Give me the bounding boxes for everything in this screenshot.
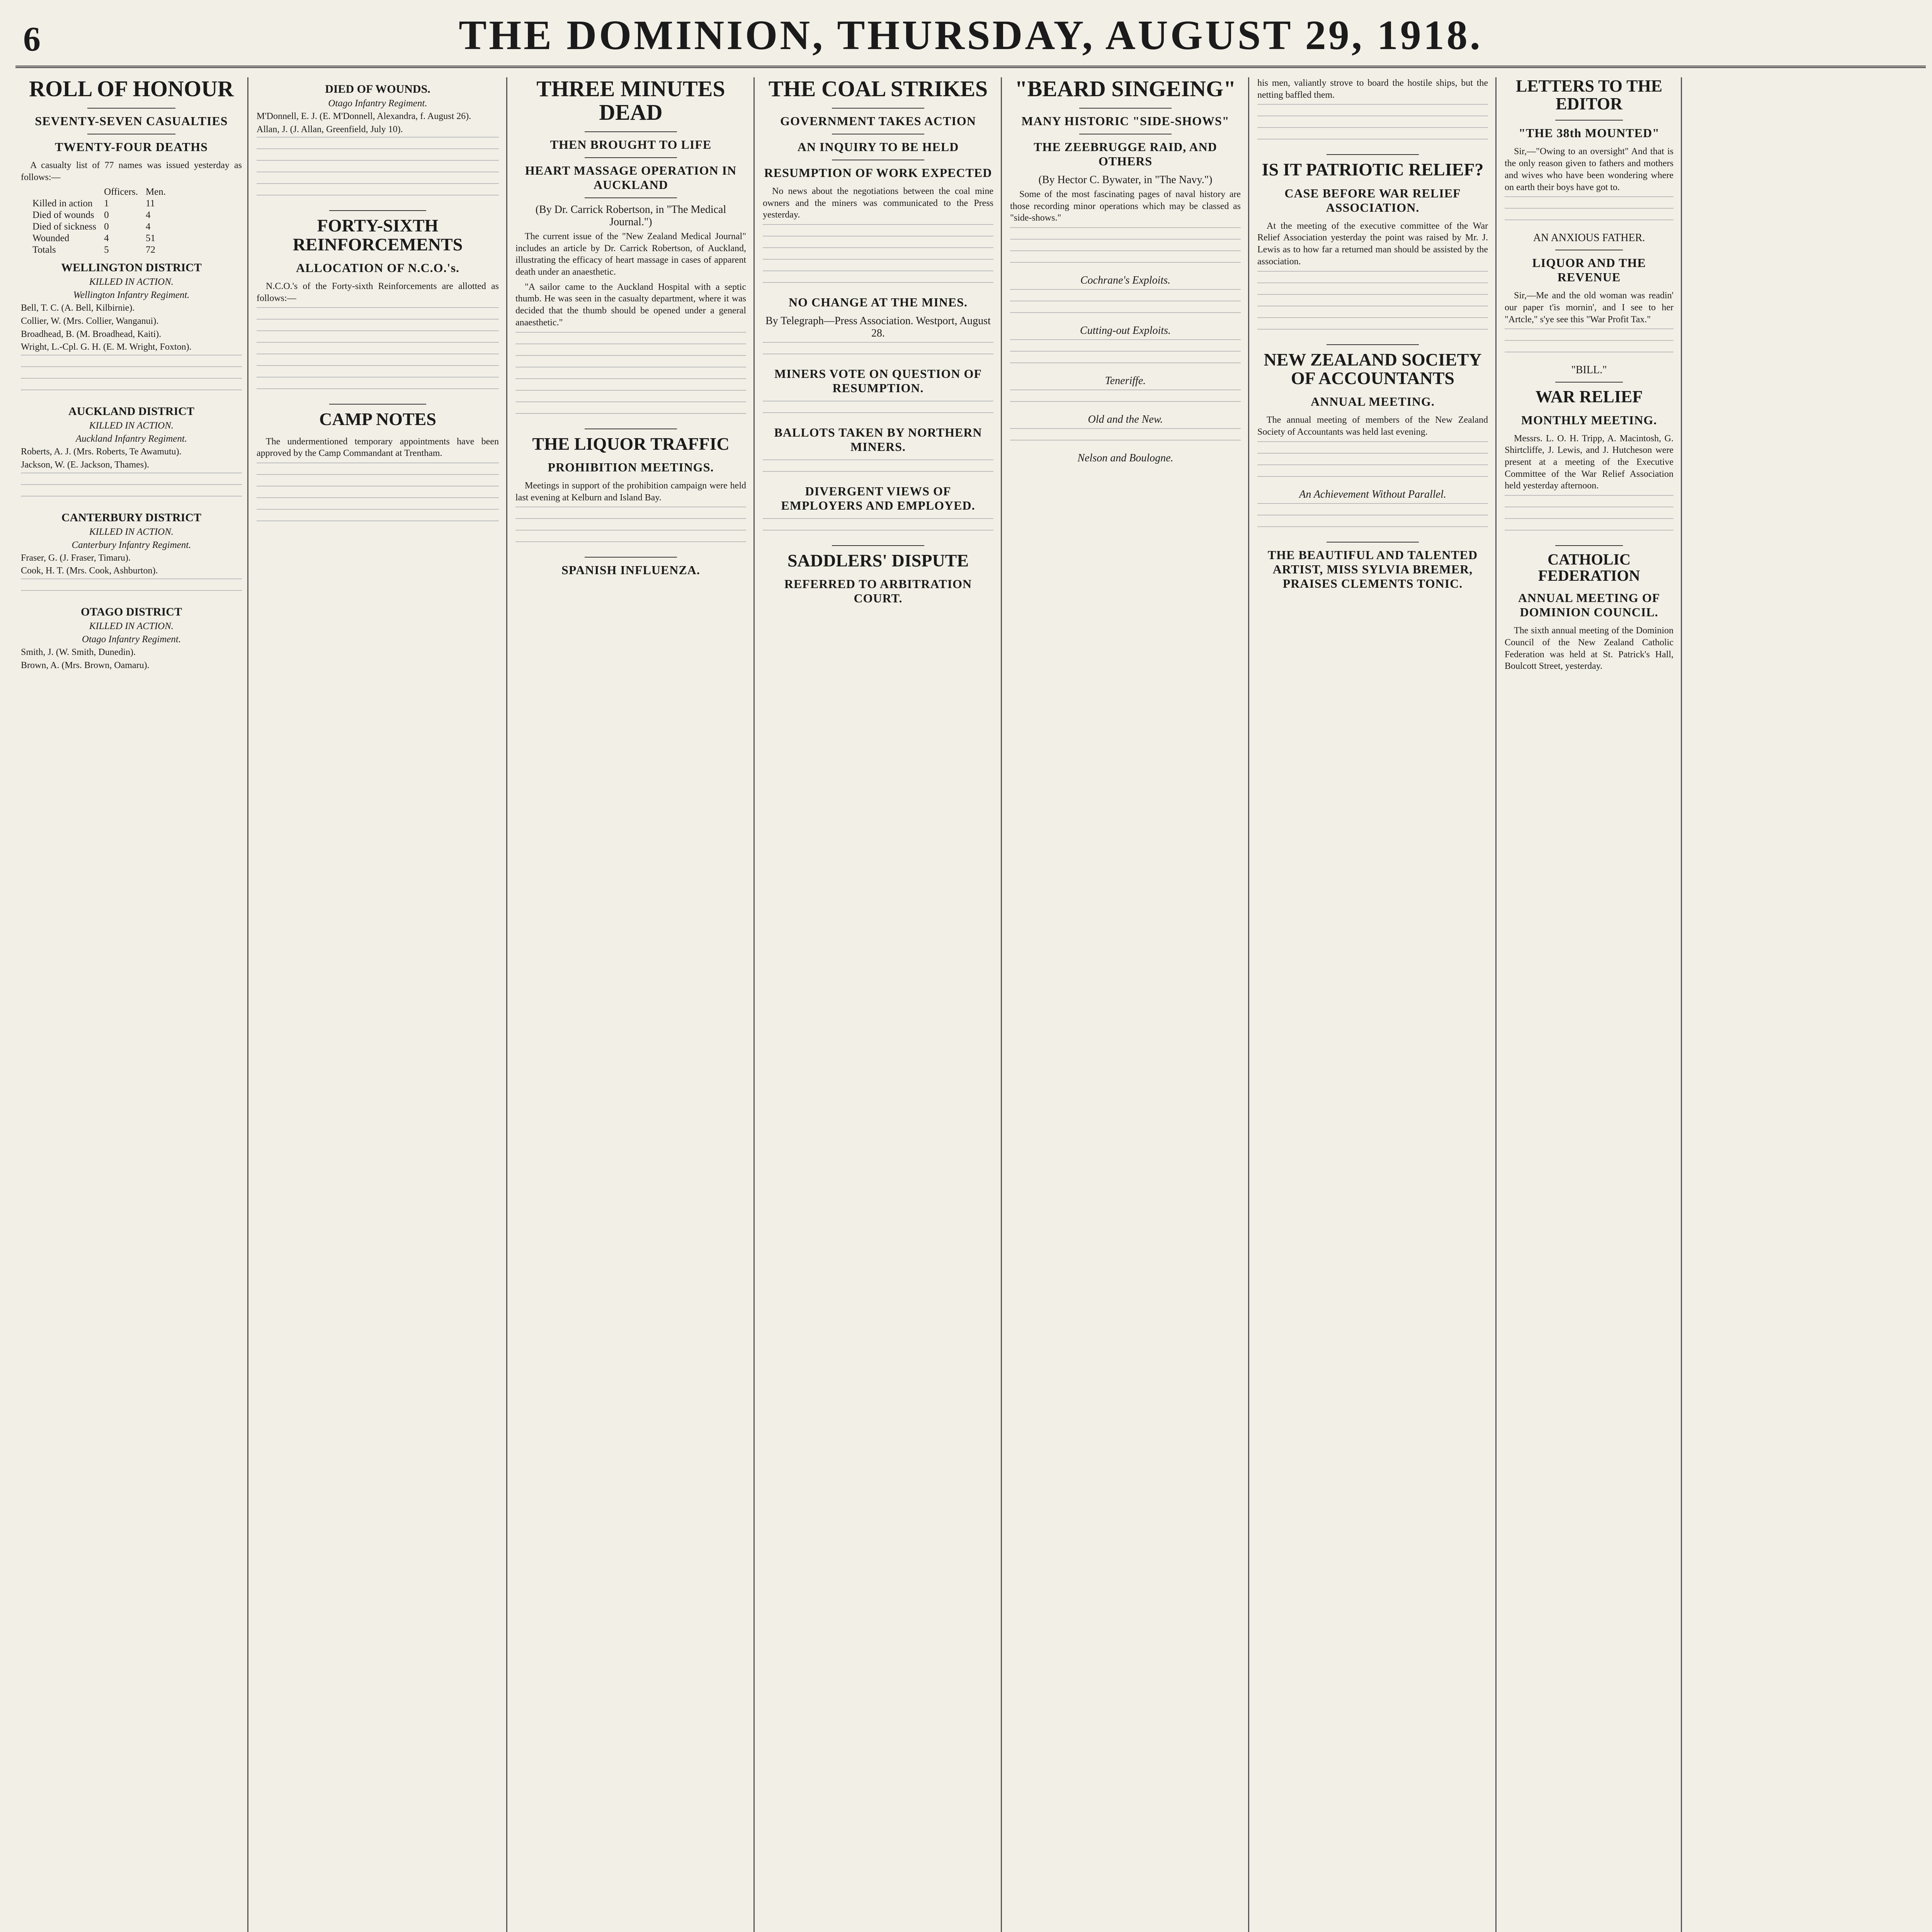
divider: [1327, 154, 1419, 155]
article-byline: (By Dr. Carrick Robertson, in "The Medical Journal."): [535, 203, 726, 228]
letter-title: LIQUOR AND THE REVENUE: [1532, 256, 1646, 284]
column-letters-war-relief: [1499, 77, 1679, 1932]
divider: [585, 131, 677, 132]
article-subheadline: GOVERNMENT TAKES ACTION: [780, 114, 976, 128]
column-rule: [247, 77, 248, 1932]
column-rule: [1681, 77, 1682, 1932]
list-item: M'Donnell, E. J. (E. M'Donnell, Alexandra, f. August 26).: [257, 111, 471, 121]
subsection-heading: Cochrane's Exploits.: [1080, 274, 1171, 287]
table-row: Died of sickness 0 4: [32, 221, 151, 232]
article-paragraph: Messrs. L. O. H. Tripp, A. Macintosh, G. Shirtcliffe, J. Lewis, and J. Hutcheson were present at a meeting of the Executive Committee of the War Relief Association held yesterday afternoon.: [1505, 433, 1673, 491]
accountants-subheading: ANNUAL MEETING.: [1311, 395, 1435, 409]
influenza-heading: SPANISH INFLUENZA.: [561, 563, 700, 577]
list-item: Broadhead, B. (M. Broadhead, Kaiti).: [21, 329, 162, 339]
letter-text: Sir,—"Owing to an oversight" And that is the only reason given to fathers and mothers and wives who have been wondering where on earth their boys have got to.: [1505, 146, 1673, 192]
casualty-stats-table: [29, 186, 170, 256]
divider: [832, 545, 924, 546]
column-coal-strikes: [757, 77, 999, 1932]
killed-heading: KILLED IN ACTION.: [89, 526, 174, 537]
article-paragraph: The current issue of the "New Zealand Medical Journal" includes an article by Dr. Carrick Robertson, of Auckland, illustrating the efficacy of heart massage in cases of apparent death under an anaesthetic.: [515, 231, 746, 277]
accountants-heading: NEW ZEALAND SOCIETY OF ACCOUNTANTS: [1264, 349, 1482, 388]
article-section-heading: THE ZEEBRUGGE RAID, AND OTHERS: [1034, 139, 1217, 168]
article-section-heading: HEART MASSAGE OPERATION IN AUCKLAND: [525, 163, 737, 192]
divider: [329, 210, 426, 211]
column-rule: [1001, 77, 1002, 1932]
list-item: Wright, L.-Cpl. G. H. (E. M. Wright, Foxton).: [21, 342, 192, 352]
list-item: Cook, H. T. (Mrs. Cook, Ashburton).: [21, 566, 158, 576]
killed-heading: KILLED IN ACTION.: [89, 621, 174, 632]
mines-heading: NO CHANGE AT THE MINES.: [788, 295, 968, 310]
regiment-heading: Otago Infantry Regiment.: [82, 634, 181, 645]
article-subheadline: MANY HISTORIC "SIDE-SHOWS": [1021, 114, 1230, 128]
list-item: Allan, J. (J. Allan, Greenfield, July 10).: [257, 124, 403, 134]
list-item: Bell, T. C. (A. Bell, Kilbirnie).: [21, 303, 135, 313]
divider: [585, 197, 677, 198]
article-continuation: his men, valiantly strove to board the hostile ships, but the netting baffled them.: [1257, 78, 1488, 100]
saddlers-heading: SADDLERS' DISPUTE: [787, 551, 969, 571]
divergent-views-heading: DIVERGENT VIEWS OF EMPLOYERS AND EMPLOYED.: [781, 484, 975, 513]
subsection-heading: Teneriffe.: [1105, 375, 1146, 387]
divider: [585, 557, 677, 558]
table-row: Killed in action 1 11: [32, 198, 155, 209]
divider: [832, 108, 924, 109]
subsection-heading: An Achievement Without Parallel.: [1299, 488, 1446, 500]
article-subheadline: THEN BROUGHT TO LIFE: [550, 137, 712, 151]
divider: [87, 108, 176, 109]
column-beard-singeing: [1005, 77, 1246, 1932]
war-relief-subheading: MONTHLY MEETING.: [1521, 413, 1657, 427]
divider: [1079, 108, 1172, 109]
divider: [1327, 542, 1419, 543]
article-paragraph: Some of the most fascinating pages of naval history are those recording minor operations which may be classed as "side-shows.": [1010, 189, 1241, 223]
page-number: 6: [23, 20, 41, 58]
article-headline: THE COAL STRIKES: [768, 77, 988, 101]
letter-signature: "BILL.": [1571, 364, 1607, 376]
officers-header: Officers.: [104, 187, 138, 197]
list-item: Collier, W. (Mrs. Collier, Wanganui).: [21, 316, 159, 327]
column-rule: [1248, 77, 1249, 1932]
camp-notes-heading: CAMP NOTES: [319, 409, 436, 429]
killed-heading: KILLED IN ACTION.: [89, 277, 174, 287]
divider: [1555, 120, 1623, 121]
liquor-traffic-heading: THE LIQUOR TRAFFIC: [532, 434, 730, 454]
article-paragraph: The annual meeting of members of the New Zealand Society of Accountants was held last evening.: [1257, 415, 1488, 437]
dateline: By Telegraph—Press Association. Westport, August 28.: [765, 315, 991, 340]
letter-title: "THE 38th MOUNTED": [1519, 126, 1660, 140]
paper-title: THE DOMINION, THURSDAY, AUGUST 29, 1918.: [459, 12, 1483, 58]
list-item: Smith, J. (W. Smith, Dunedin).: [21, 647, 136, 658]
article-section-heading: AN INQUIRY TO BE HELD: [797, 139, 959, 154]
roll-title: ROLL OF HONOUR: [29, 77, 234, 101]
ballots-heading: BALLOTS TAKEN BY NORTHERN MINERS.: [774, 425, 982, 454]
district-heading: WELLINGTON DISTRICT: [61, 261, 202, 274]
divider: [1555, 545, 1623, 546]
article-headline: "BEARD SINGEING": [1015, 77, 1236, 101]
divider: [1555, 382, 1623, 383]
table-header-row: [29, 186, 170, 198]
column-three-minutes-dead: [510, 77, 752, 1932]
subsection-heading: Cutting-out Exploits.: [1080, 325, 1171, 337]
reinforcements-heading: FORTY-SIXTH REINFORCEMENTS: [293, 216, 463, 254]
article-paragraph: "A sailor came to the Auckland Hospital with a septic thumb. He was seen in the casualty department, where it was decided that the thumb should be opened under a general anaesthetic.": [515, 282, 746, 328]
divider: [329, 404, 426, 405]
column-rule: [753, 77, 755, 1932]
regiment-heading: Otago Infantry Regiment.: [328, 98, 427, 109]
column-rule: [1495, 77, 1497, 1932]
subsection-heading: Nelson and Boulogne.: [1077, 452, 1173, 464]
list-item: Jackson, W. (E. Jackson, Thames).: [21, 459, 150, 470]
list-item: Brown, A. (Mrs. Brown, Oamaru).: [21, 660, 150, 670]
catholic-federation-heading: CATHOLIC FEDERATION: [1538, 551, 1640, 585]
divider: [1327, 344, 1419, 345]
column-rule: [506, 77, 507, 1932]
table-row: Wounded 4 51: [32, 233, 155, 244]
article-paragraph: No news about the negotiations between the coal mine owners and the miners was communicated to the Press yesterday.: [763, 186, 993, 220]
divider: [585, 157, 677, 158]
saddlers-subheading: REFERRED TO ARBITRATION COURT.: [784, 577, 972, 605]
article-section-heading: RESUMPTION OF WORK EXPECTED: [764, 165, 992, 180]
killed-heading: KILLED IN ACTION.: [89, 420, 174, 431]
letter-text: Sir,—Me and the old woman was readin' our paper t'is mornin', and I see to her "Artcle," s'ye see this "War Profit Tax.": [1505, 291, 1673, 325]
article-paragraph: At the meeting of the executive committee of the War Relief Association yesterday the point was raised by Mr. J. Lewis as to how far a returned man should be assisted by the association.: [1257, 221, 1488, 267]
catholic-federation-subheading: ANNUAL MEETING OF DOMINION COUNCIL.: [1518, 591, 1660, 619]
list-item: Roberts, A. J. (Mrs. Roberts, Te Awamutu).: [21, 447, 182, 457]
district-heading: AUCKLAND DISTRICT: [68, 405, 194, 418]
article-paragraph: Meetings in support of the prohibition campaign were held last evening at Kelburn and Island Bay.: [515, 480, 746, 503]
regiment-heading: Wellington Infantry Regiment.: [73, 290, 190, 301]
column-patriotic-relief: [1252, 77, 1493, 1932]
letters-heading: LETTERS TO THE EDITOR: [1515, 77, 1663, 114]
died-of-wounds-heading: DIED OF WOUNDS.: [325, 83, 430, 95]
regiment-heading: Canterbury Infantry Regiment.: [71, 539, 191, 550]
miners-vote-heading: MINERS VOTE ON QUESTION OF RESUMPTION.: [774, 367, 982, 395]
subsection-heading: Old and the New.: [1088, 413, 1163, 426]
roll-subtitle: SEVENTY-SEVEN CASUALTIES: [35, 114, 228, 128]
ncos-text: N.C.O.'s of the Forty-sixth Reinforcements are allotted as follows:—: [257, 281, 499, 303]
war-relief-heading: WAR RELIEF: [1535, 387, 1643, 406]
liquor-traffic-subheading: PROHIBITION MEETINGS.: [548, 460, 714, 474]
table-row: Totals 5 72: [32, 245, 155, 255]
advertisement-heading: THE BEAUTIFUL AND TALENTED ARTIST, MISS SYLVIA BREMER, PRAISES CLEMENTS TONIC.: [1267, 548, 1478, 590]
list-item: Fraser, G. (J. Fraser, Timaru).: [21, 553, 131, 563]
article-paragraph: The sixth annual meeting of the Dominion Council of the New Zealand Catholic Federation was held at St. Patrick's Hall, Boulcott Street, yesterday.: [1505, 626, 1673, 672]
district-heading: OTAGO DISTRICT: [80, 605, 182, 619]
column-reinforcements: [251, 77, 504, 1932]
article-subheadline: CASE BEFORE WAR RELIEF ASSOCIATION.: [1284, 186, 1461, 214]
table-row: Died of wounds 0 4: [32, 210, 151, 221]
camp-notes-text: The undermentioned temporary appointments have been approved by the Camp Commandant at Trentham.: [257, 436, 499, 459]
men-header: Men.: [145, 187, 166, 197]
regiment-heading: Auckland Infantry Regiment.: [75, 434, 187, 444]
deaths-heading: TWENTY-FOUR DEATHS: [55, 139, 208, 154]
masthead: [15, 8, 1926, 68]
article-headline: THREE MINUTES DEAD: [536, 77, 725, 125]
column-roll-of-honour: [15, 77, 247, 1932]
article-headline: IS IT PATRIOTIC RELIEF?: [1262, 160, 1484, 180]
letter-signature: AN ANXIOUS FATHER.: [1533, 232, 1645, 244]
district-heading: CANTERBURY DISTRICT: [61, 511, 202, 524]
article-byline: (By Hector C. Bywater, in "The Navy."): [1038, 173, 1213, 186]
roll-intro: A casualty list of 77 names was issued yesterday as follows:—: [21, 160, 242, 182]
ncos-heading: ALLOCATION OF N.C.O.'s.: [296, 261, 460, 275]
